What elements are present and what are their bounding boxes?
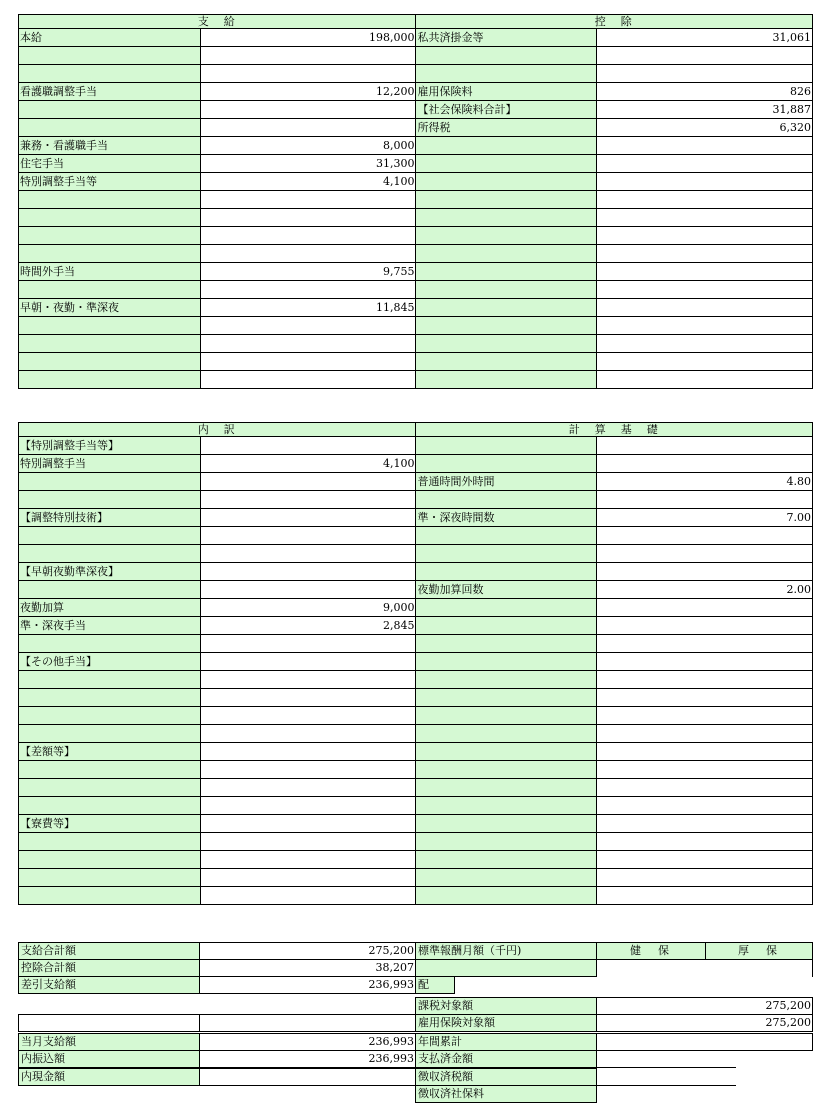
- breakdown-left-value: 9,000: [200, 599, 416, 617]
- pay-right-label: [416, 281, 597, 299]
- breakdown-right-label: [416, 545, 597, 563]
- breakdown-left-value: [200, 581, 416, 599]
- pay-right-label: 【社会保険料合計】: [416, 101, 597, 119]
- std-pay-edge: [812, 959, 813, 977]
- pay-left-label: [19, 227, 201, 245]
- breakdown-row: [19, 887, 813, 905]
- pay-left-label: [19, 335, 201, 353]
- pay-left-label: [19, 281, 201, 299]
- pay-right-value: [597, 191, 813, 209]
- breakdown-right-value: [597, 725, 813, 743]
- breakdown-left-value: [200, 815, 416, 833]
- breakdown-left-value: [200, 635, 416, 653]
- breakdown-left-label: [19, 851, 201, 869]
- pay-left-value: 9,755: [200, 263, 416, 281]
- breakdown-row: [19, 815, 813, 833]
- breakdown-left-label: 夜勤加算: [19, 599, 201, 617]
- pay-right-value: [597, 299, 813, 317]
- breakdown-left-value: [200, 671, 416, 689]
- tax-collected-value: [596, 1068, 736, 1086]
- breakdown-right-value: [597, 455, 813, 473]
- breakdown-row: [19, 617, 813, 635]
- breakdown-right-label: [416, 743, 597, 761]
- breakdown-left-label: [19, 797, 201, 815]
- breakdown-row: [19, 599, 813, 617]
- breakdown-right-value: [597, 707, 813, 725]
- breakdown-left-label: [19, 689, 201, 707]
- breakdown-right-label: 普通時間外時間: [416, 473, 597, 491]
- pay-deduction-table: [18, 14, 813, 389]
- pay-right-label: [416, 137, 597, 155]
- pay-right-label: [416, 317, 597, 335]
- breakdown-right-value: 2.00: [597, 581, 813, 599]
- breakdown-left-value: [200, 563, 416, 581]
- breakdown-left-label: [19, 833, 201, 851]
- pay-left-value: [200, 209, 416, 227]
- breakdown-right-label: [416, 725, 597, 743]
- breakdown-row: [19, 491, 813, 509]
- breakdown-left-value: 4,100: [200, 455, 416, 473]
- pay-left-value: [200, 191, 416, 209]
- pay-row: [19, 65, 813, 83]
- breakdown-left-value: [200, 473, 416, 491]
- pay-row: [19, 353, 813, 371]
- breakdown-right-value: [597, 545, 813, 563]
- breakdown-row: [19, 833, 813, 851]
- pay-left-label: 特別調整手当等: [19, 173, 201, 191]
- breakdown-left-value: [200, 761, 416, 779]
- pay-right-value: 31,061: [597, 29, 813, 47]
- pay-right-value: [597, 245, 813, 263]
- pay-right-value: [597, 155, 813, 173]
- deduct-total-label: 控除合計額: [18, 959, 200, 977]
- breakdown-right-value: [597, 833, 813, 851]
- pay-right-label: [416, 245, 597, 263]
- pay-left-label: [19, 317, 201, 335]
- breakdown-right-value: [597, 779, 813, 797]
- breakdown-row: [19, 527, 813, 545]
- breakdown-left-label: 【その他手当】: [19, 653, 201, 671]
- pay-left-value: 12,200: [200, 83, 416, 101]
- pay-left-label: [19, 353, 201, 371]
- breakdown-right-label: [416, 761, 597, 779]
- pay-left-label: [19, 245, 201, 263]
- kosei-header: 厚 保: [705, 942, 813, 960]
- pay-right-label: [416, 191, 597, 209]
- pay-total-label: 支給合計額: [18, 942, 200, 960]
- breakdown-row: [19, 563, 813, 581]
- pay-left-value: [200, 47, 416, 65]
- calc-basis-header: 計 算 基 礎: [416, 423, 813, 437]
- pay-left-value: [200, 227, 416, 245]
- breakdown-row: [19, 437, 813, 455]
- pay-right-label: [416, 209, 597, 227]
- pay-row: [19, 191, 813, 209]
- breakdown-left-value: [200, 707, 416, 725]
- breakdown-right-label: [416, 653, 597, 671]
- pay-row: [19, 29, 813, 47]
- breakdown-left-label: [19, 473, 201, 491]
- pay-right-label: [416, 227, 597, 245]
- breakdown-left-label: [19, 887, 201, 905]
- breakdown-row: [19, 671, 813, 689]
- breakdown-left-label: 準・深夜手当: [19, 617, 201, 635]
- breakdown-row: [19, 869, 813, 887]
- pay-left-value: [200, 101, 416, 119]
- breakdown-right-value: 4.80: [597, 473, 813, 491]
- summary-blank-label: [18, 1014, 200, 1032]
- cash-label: 内現金額: [18, 1068, 200, 1086]
- pay-right-label: [416, 65, 597, 83]
- breakdown-left-label: 【差額等】: [19, 743, 201, 761]
- breakdown-table: [18, 422, 813, 905]
- deduction-header: 控 除: [416, 15, 813, 29]
- breakdown-left-label: [19, 707, 201, 725]
- pay-row: [19, 47, 813, 65]
- pay-right-value: [597, 353, 813, 371]
- pay-right-value: [597, 137, 813, 155]
- pay-left-value: [200, 65, 416, 83]
- breakdown-right-label: [416, 815, 597, 833]
- pay-left-value: [200, 281, 416, 299]
- pay-right-label: 雇用保険料: [416, 83, 597, 101]
- breakdown-row: [19, 545, 813, 563]
- pay-row: [19, 155, 813, 173]
- breakdown-right-label: [416, 455, 597, 473]
- breakdown-right-label: [416, 689, 597, 707]
- breakdown-left-value: [200, 743, 416, 761]
- breakdown-left-value: [200, 887, 416, 905]
- pay-right-value: [597, 263, 813, 281]
- breakdown-right-value: [597, 563, 813, 581]
- breakdown-right-label: [416, 563, 597, 581]
- breakdown-left-label: 【寮費等】: [19, 815, 201, 833]
- transfer-label: 内振込額: [18, 1050, 200, 1068]
- pay-left-label: 時間外手当: [19, 263, 201, 281]
- pay-right-value: 31,887: [597, 101, 813, 119]
- pay-row: [19, 299, 813, 317]
- breakdown-row: [19, 761, 813, 779]
- pay-row: [19, 119, 813, 137]
- pay-left-value: 198,000: [200, 29, 416, 47]
- breakdown-right-label: [416, 671, 597, 689]
- pay-right-value: [597, 47, 813, 65]
- emp-ins-value: 275,200: [596, 1014, 813, 1032]
- pay-left-value: 31,300: [200, 155, 416, 173]
- breakdown-row: [19, 653, 813, 671]
- breakdown-right-label: [416, 851, 597, 869]
- breakdown-left-value: 2,845: [200, 617, 416, 635]
- breakdown-row: [19, 689, 813, 707]
- paid-value: [596, 1050, 736, 1068]
- breakdown-left-value: [200, 527, 416, 545]
- breakdown-right-value: [597, 815, 813, 833]
- breakdown-left-value: [200, 689, 416, 707]
- breakdown-left-label: 【早朝夜勤準深夜】: [19, 563, 201, 581]
- deduct-total-value: 38,207: [199, 959, 416, 977]
- pay-right-label: [416, 335, 597, 353]
- breakdown-left-value: [200, 869, 416, 887]
- breakdown-left-value: [200, 509, 416, 527]
- breakdown-left-value: [200, 437, 416, 455]
- pay-right-value: [597, 281, 813, 299]
- cash-value: [199, 1068, 416, 1086]
- pay-row: [19, 335, 813, 353]
- net-pay-label: 差引支給額: [18, 976, 200, 994]
- breakdown-right-value: [597, 617, 813, 635]
- net-pay-value: 236,993: [199, 976, 416, 994]
- pay-right-label: [416, 47, 597, 65]
- breakdown-left-label: [19, 581, 201, 599]
- dist-label: 配: [415, 976, 455, 994]
- breakdown-right-value: [597, 761, 813, 779]
- pay-total-value: 275,200: [199, 942, 416, 960]
- pay-left-label: [19, 119, 201, 137]
- pay-right-value: 826: [597, 83, 813, 101]
- pay-left-label: 本給: [19, 29, 201, 47]
- pay-row: [19, 317, 813, 335]
- pay-row: [19, 83, 813, 101]
- pay-left-value: 11,845: [200, 299, 416, 317]
- breakdown-row: [19, 509, 813, 527]
- breakdown-right-value: [597, 491, 813, 509]
- breakdown-right-value: [597, 671, 813, 689]
- breakdown-left-label: 【調整特別技術】: [19, 509, 201, 527]
- breakdown-left-value: [200, 851, 416, 869]
- monthly-pay-value: 236,993: [199, 1033, 416, 1051]
- breakdown-left-label: [19, 725, 201, 743]
- breakdown-left-value: [200, 779, 416, 797]
- breakdown-row: [19, 455, 813, 473]
- pay-right-value: [597, 227, 813, 245]
- breakdown-left-label: [19, 779, 201, 797]
- pay-left-value: 8,000: [200, 137, 416, 155]
- breakdown-right-value: [597, 797, 813, 815]
- tax-collected-label: 徴収済税額: [415, 1068, 597, 1086]
- breakdown-row: [19, 707, 813, 725]
- social-collected-label: 徴収済社保料: [415, 1085, 597, 1103]
- pay-row: [19, 227, 813, 245]
- breakdown-right-value: [597, 887, 813, 905]
- breakdown-left-label: [19, 545, 201, 563]
- pay-right-value: 6,320: [597, 119, 813, 137]
- breakdown-left-label: [19, 761, 201, 779]
- pay-right-label: [416, 371, 597, 389]
- pay-left-label: 早朝・夜勤・準深夜: [19, 299, 201, 317]
- breakdown-left-value: [200, 491, 416, 509]
- paid-label: 支払済金額: [415, 1050, 597, 1068]
- breakdown-left-label: 特別調整手当: [19, 455, 201, 473]
- pay-left-label: [19, 101, 201, 119]
- breakdown-left-label: [19, 635, 201, 653]
- pay-row: [19, 245, 813, 263]
- breakdown-right-value: [597, 869, 813, 887]
- breakdown-left-label: [19, 671, 201, 689]
- pay-left-label: [19, 65, 201, 83]
- breakdown-right-label: [416, 437, 597, 455]
- breakdown-right-label: [416, 617, 597, 635]
- breakdown-right-label: [416, 635, 597, 653]
- pay-right-label: [416, 263, 597, 281]
- breakdown-header: 内 訳: [19, 423, 416, 437]
- pay-right-label: 所得税: [416, 119, 597, 137]
- breakdown-right-label: [416, 707, 597, 725]
- breakdown-row: [19, 797, 813, 815]
- breakdown-right-value: [597, 527, 813, 545]
- emp-ins-label: 雇用保険対象額: [415, 1014, 597, 1032]
- pay-left-label: 住宅手当: [19, 155, 201, 173]
- pay-left-value: [200, 245, 416, 263]
- breakdown-left-label: [19, 491, 201, 509]
- breakdown-right-label: 準・深夜時間数: [416, 509, 597, 527]
- pay-right-label: [416, 155, 597, 173]
- annual-label: 年間累計: [415, 1033, 597, 1051]
- pay-left-label: [19, 371, 201, 389]
- breakdown-left-value: [200, 545, 416, 563]
- breakdown-right-label: [416, 779, 597, 797]
- breakdown-left-value: [200, 653, 416, 671]
- breakdown-right-label: [416, 797, 597, 815]
- breakdown-row: [19, 725, 813, 743]
- pay-row: [19, 263, 813, 281]
- breakdown-right-label: [416, 833, 597, 851]
- std-pay-row: [415, 959, 597, 977]
- pay-left-label: [19, 209, 201, 227]
- kenpo-header: 健 保: [596, 942, 706, 960]
- taxable-value: 275,200: [596, 997, 813, 1015]
- pay-right-value: [597, 65, 813, 83]
- breakdown-right-value: [597, 635, 813, 653]
- pay-right-value: [597, 209, 813, 227]
- pay-right-value: [597, 317, 813, 335]
- breakdown-right-label: [416, 527, 597, 545]
- pay-left-value: [200, 119, 416, 137]
- breakdown-right-value: [597, 689, 813, 707]
- pay-header: 支 給: [19, 15, 416, 29]
- breakdown-left-label: [19, 527, 201, 545]
- pay-row: [19, 137, 813, 155]
- breakdown-left-label: 【特別調整手当等】: [19, 437, 201, 455]
- breakdown-row: [19, 635, 813, 653]
- pay-left-value: [200, 317, 416, 335]
- std-pay-label: 標準報酬月額（千円): [415, 942, 597, 960]
- breakdown-row: [19, 581, 813, 599]
- pay-left-label: 看護職調整手当: [19, 83, 201, 101]
- pay-right-value: [597, 335, 813, 353]
- pay-right-value: [597, 371, 813, 389]
- pay-right-value: [597, 173, 813, 191]
- breakdown-left-value: [200, 797, 416, 815]
- annual-value: [596, 1033, 813, 1051]
- pay-left-value: [200, 335, 416, 353]
- pay-right-label: [416, 173, 597, 191]
- breakdown-right-value: [597, 851, 813, 869]
- breakdown-right-label: 夜勤加算回数: [416, 581, 597, 599]
- breakdown-row: [19, 779, 813, 797]
- monthly-pay-label: 当月支給額: [18, 1033, 200, 1051]
- breakdown-row: [19, 851, 813, 869]
- pay-left-label: [19, 47, 201, 65]
- pay-row: [19, 209, 813, 227]
- breakdown-row: [19, 743, 813, 761]
- summary-blank-value: [199, 1014, 416, 1032]
- breakdown-right-value: [597, 653, 813, 671]
- breakdown-right-label: [416, 491, 597, 509]
- pay-row: [19, 101, 813, 119]
- pay-left-label: [19, 191, 201, 209]
- pay-row: [19, 281, 813, 299]
- pay-right-label: [416, 299, 597, 317]
- pay-left-value: [200, 353, 416, 371]
- pay-left-value: [200, 371, 416, 389]
- breakdown-right-label: [416, 869, 597, 887]
- pay-row: [19, 371, 813, 389]
- breakdown-right-value: [597, 437, 813, 455]
- breakdown-right-value: [597, 599, 813, 617]
- breakdown-right-label: [416, 599, 597, 617]
- breakdown-left-value: [200, 725, 416, 743]
- taxable-label: 課税対象額: [415, 997, 597, 1015]
- pay-right-label: 私共済掛金等: [416, 29, 597, 47]
- breakdown-right-value: 7.00: [597, 509, 813, 527]
- pay-right-label: [416, 353, 597, 371]
- pay-left-label: 兼務・看護職手当: [19, 137, 201, 155]
- breakdown-left-label: [19, 869, 201, 887]
- pay-left-value: 4,100: [200, 173, 416, 191]
- breakdown-right-label: [416, 887, 597, 905]
- breakdown-right-value: [597, 743, 813, 761]
- pay-row: [19, 173, 813, 191]
- transfer-value: 236,993: [199, 1050, 416, 1068]
- breakdown-left-value: [200, 833, 416, 851]
- breakdown-row: [19, 473, 813, 491]
